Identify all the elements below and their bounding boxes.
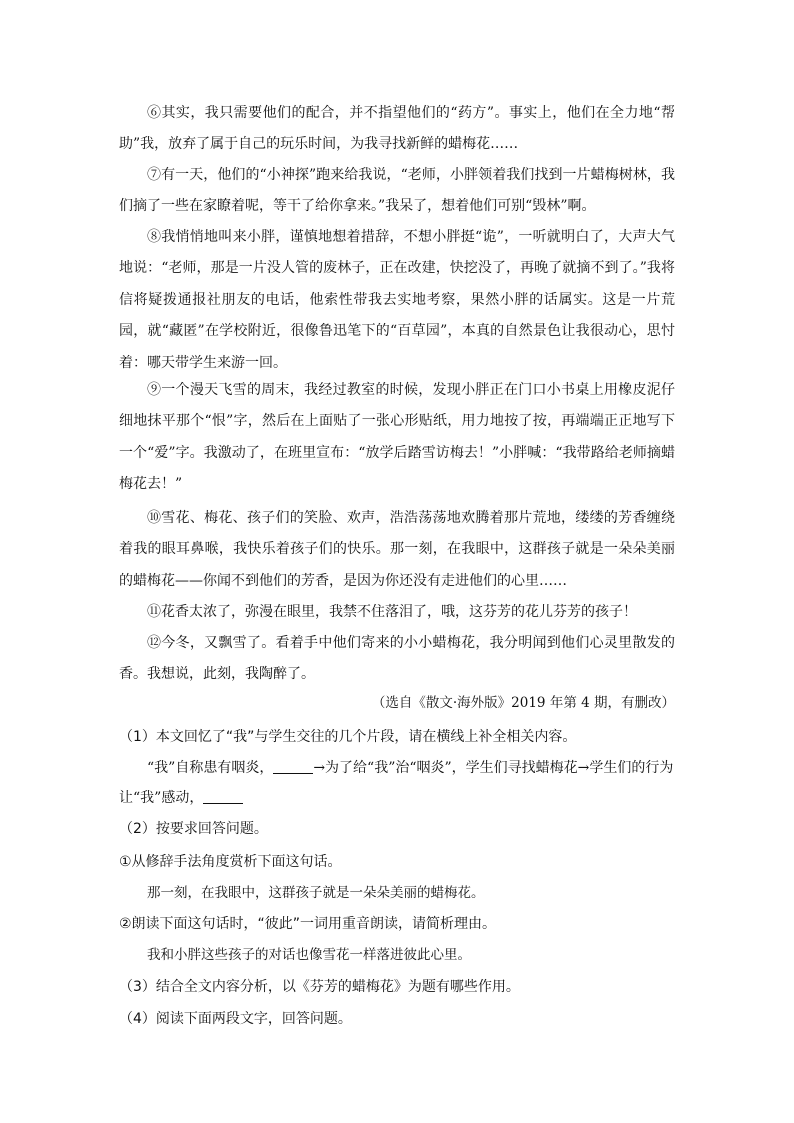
paragraph-7: ⑦有一天，他们的“小神探”跑来给我说，“老师，小胖领着我们找到一片蜡梅树林，我们摘了一些在家瞭着呢，等干了给你拿来。”我呆了，想着他们可别“毁林”啊。 bbox=[119, 167, 675, 215]
question-4: （4）阅读下面两段文字，回答问题。 bbox=[119, 1011, 352, 1027]
question-1-fill-text-a: “我”自称患有咽炎， bbox=[147, 760, 274, 776]
question-1-fill-text-b: →为了给“我”治“咽炎”，学生们寻找蜡梅花→学生们的行为让“我”感动， bbox=[119, 760, 674, 806]
question-2-2-quote: 我和小胖这些孩子的对话也像雪花一样落进彼此心里。 bbox=[147, 947, 471, 963]
question-3: （3）结合全文内容分析，以《芬芳的蜡梅花》为题有哪些作用。 bbox=[119, 979, 520, 995]
paragraph-8: ⑧我悄悄地叫来小胖，谨慎地想着措辞，不想小胖挺“诡”，一听就明白了，大声大气地说：“老师，那是一片没人管的废林子，正在改建，快挖没了，再晚了就摘不到了。”我将信将疑拨通报社朋友的电话，他索性带我去实地考察，果然小胖的话属实。这是一片荒园，就“藏匿”在学校附近，很像鲁迅笔下的“百草园”，本真的自然景色让我很动心，思忖着：哪天带学生来游一回。 bbox=[119, 229, 675, 371]
question-1: （1）本文回忆了“我”与学生交往的几个片段，请在横线上补全相关内容。 bbox=[119, 729, 577, 745]
paragraph-11: ⑪花香太浓了，弥漫在眼里，我禁不住落泪了，哦，这芬芳的花儿芬芳的孩子！ bbox=[147, 604, 637, 620]
paragraph-12: ⑫今冬，又飘雪了。看着手中他们寄来的小小蜡梅花，我分明闻到他们心灵里散发的香。我想说，此刻，我陶醉了。 bbox=[119, 635, 675, 683]
answer-blank-2[interactable] bbox=[203, 789, 243, 804]
question-2-2: ②朗读下面这句话时，“彼此”一词用重音朗读，请简析理由。 bbox=[119, 916, 497, 932]
question-2-1-quote: 那一刻，在我眼中，这群孩子就是一朵朵美丽的蜡梅花。 bbox=[147, 885, 485, 901]
question-2: （2）按要求回答问题。 bbox=[119, 821, 268, 837]
answer-blank-1[interactable] bbox=[273, 759, 313, 774]
paragraph-9: ⑨一个漫天飞雪的周末，我经过教室的时候，发现小胖正在门口小书桌上用橡皮泥仔细地抹平那个“恨”字，然后在上面贴了一张心形贴纸，用力地按了按，再端端正正地写下一个“爱”字。我激动了，在班里宣布：“放学后踏雪访梅去！”小胖喊：“我带路给老师摘蜡梅花去！” bbox=[119, 382, 675, 493]
source-citation: （选自《散文·海外版》2019 年第 4 期，有删改） bbox=[371, 695, 675, 711]
question-2-1: ①从修辞手法角度赏析下面这句话。 bbox=[119, 854, 342, 870]
paragraph-6: ⑥其实，我只需要他们的配合，并不指望他们的“药方”。事实上，他们在全力地“帮助”我，放弃了属于自己的玩乐时间，为我寻找新鲜的蜡梅花…… bbox=[119, 105, 675, 153]
question-1-fill bbox=[119, 753, 679, 813]
paragraph-10: ⑩雪花、梅花、孩子们的笑脸、欢声，浩浩荡荡地欢腾着那片荒地，缕缕的芳香缠绕着我的眼耳鼻喉，我快乐着孩子们的快乐。那一刻，在我眼中，这群孩子就是一朵朵美丽的蜡梅花——你闻不到他们的芳香，是因为你还没有走进他们的心里…… bbox=[119, 510, 675, 589]
